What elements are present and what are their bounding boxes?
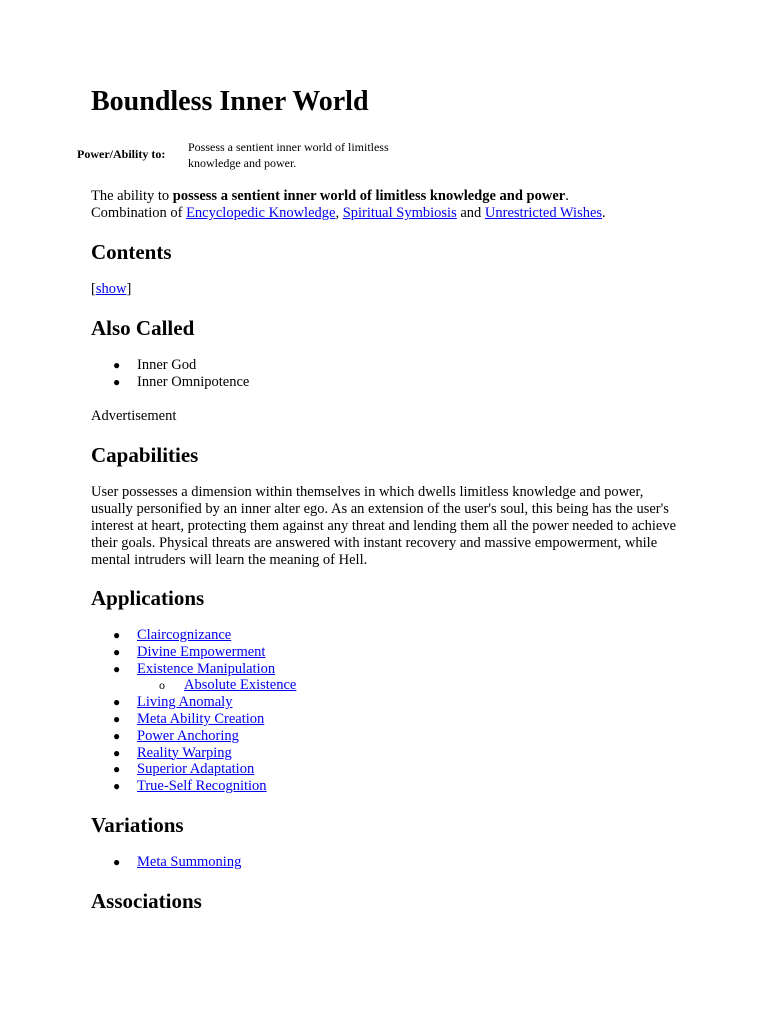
list-item xyxy=(91,778,296,795)
sub-bullet-icon: o xyxy=(159,678,165,693)
link-meta-ability-creation[interactable]: Meta Ability Creation xyxy=(137,710,265,727)
intro-paragraph xyxy=(91,188,691,222)
contents-heading: Contents xyxy=(91,240,172,264)
list-item xyxy=(91,761,296,778)
link-unrestricted-wishes[interactable]: Unrestricted Wishes xyxy=(484,205,603,221)
list-item xyxy=(91,374,249,391)
bullet-icon: ● xyxy=(113,374,121,389)
bullet-icon: ● xyxy=(113,644,121,659)
list-item xyxy=(91,677,296,694)
bullet-icon: ● xyxy=(113,855,121,869)
bullet-icon: ● xyxy=(113,779,121,794)
bullet-icon: ● xyxy=(113,728,121,743)
variations-list xyxy=(91,854,241,871)
also-called-heading: Also Called xyxy=(91,316,195,340)
bullet-icon: ● xyxy=(113,762,121,777)
infobox-label: Power/Ability to: xyxy=(77,147,166,161)
list-item xyxy=(91,644,296,661)
list-item xyxy=(91,711,296,728)
list-item-label: Inner God xyxy=(137,357,197,373)
page-title: Boundless Inner World xyxy=(91,86,369,117)
intro-separator-and: and xyxy=(456,205,485,221)
link-spiritual-symbiosis[interactable]: Spiritual Symbiosis xyxy=(342,205,457,221)
variations-heading: Variations xyxy=(91,813,184,837)
list-item xyxy=(91,745,296,762)
link-claircognizance[interactable]: Claircognizance xyxy=(137,627,232,643)
bullet-icon: ● xyxy=(113,695,121,710)
list-item xyxy=(91,854,241,871)
list-item xyxy=(91,357,249,374)
link-existence-manipulation[interactable]: Existence Manipulation xyxy=(137,660,276,677)
list-item xyxy=(91,661,296,678)
list-item xyxy=(91,694,296,711)
capabilities-heading: Capabilities xyxy=(91,443,199,467)
bullet-icon: ● xyxy=(113,628,121,642)
list-item xyxy=(91,627,296,644)
also-called-list xyxy=(91,357,249,391)
link-reality-warping[interactable]: Reality Warping xyxy=(137,744,232,761)
link-divine-empowerment[interactable]: Divine Empowerment xyxy=(137,643,266,660)
applications-list xyxy=(91,627,296,795)
intro-bold-definition: possess a sentient inner world of limitless knowledge and power xyxy=(172,188,566,204)
intro-period: . xyxy=(565,188,569,204)
link-power-anchoring[interactable]: Power Anchoring xyxy=(137,727,239,744)
intro-end-period: . xyxy=(602,205,606,221)
bullet-icon: ● xyxy=(113,661,121,676)
link-meta-summoning[interactable]: Meta Summoning xyxy=(137,854,242,870)
link-superior-adaptation[interactable]: Superior Adaptation xyxy=(137,761,255,778)
link-true-self-recognition[interactable]: True-Self Recognition xyxy=(137,778,267,795)
list-item-label: Inner Omnipotence xyxy=(137,373,250,390)
link-encyclopedic-knowledge[interactable]: Encyclopedic Knowledge xyxy=(186,205,336,221)
intro-separator: , xyxy=(335,205,343,221)
intro-combination-prefix: Combination of xyxy=(91,205,187,221)
bullet-icon: ● xyxy=(113,358,121,372)
list-item xyxy=(91,728,296,745)
bullet-icon: ● xyxy=(113,745,121,760)
capabilities-paragraph: User possesses a dimension within themselves in which dwells limitless knowledge and power, usually personified by an inner alter ego. As an extension of the user's soul, this being has the user's interest at heart, protecting them against any threat and lending them all the power needed to achieve their goals. Physical threats are answered with instant recovery and massive empowerment, while mental intruders will learn the meaning of Hell. xyxy=(91,484,677,568)
contents-close-bracket: ] xyxy=(126,281,132,297)
contents-open-bracket: [ xyxy=(91,281,96,297)
infobox-value: Possess a sentient inner world of limitless knowledge and power. xyxy=(188,140,389,170)
contents-toggle xyxy=(91,281,131,298)
contents-show-link[interactable]: show xyxy=(95,281,127,297)
intro-prefix: The ability to xyxy=(91,188,173,204)
bullet-icon: ● xyxy=(113,711,121,726)
link-absolute-existence[interactable]: Absolute Existence xyxy=(184,677,297,694)
link-living-anomaly[interactable]: Living Anomaly xyxy=(137,694,233,711)
applications-heading: Applications xyxy=(91,586,205,610)
associations-heading: Associations xyxy=(91,889,202,913)
advertisement-label: Advertisement xyxy=(91,408,177,424)
